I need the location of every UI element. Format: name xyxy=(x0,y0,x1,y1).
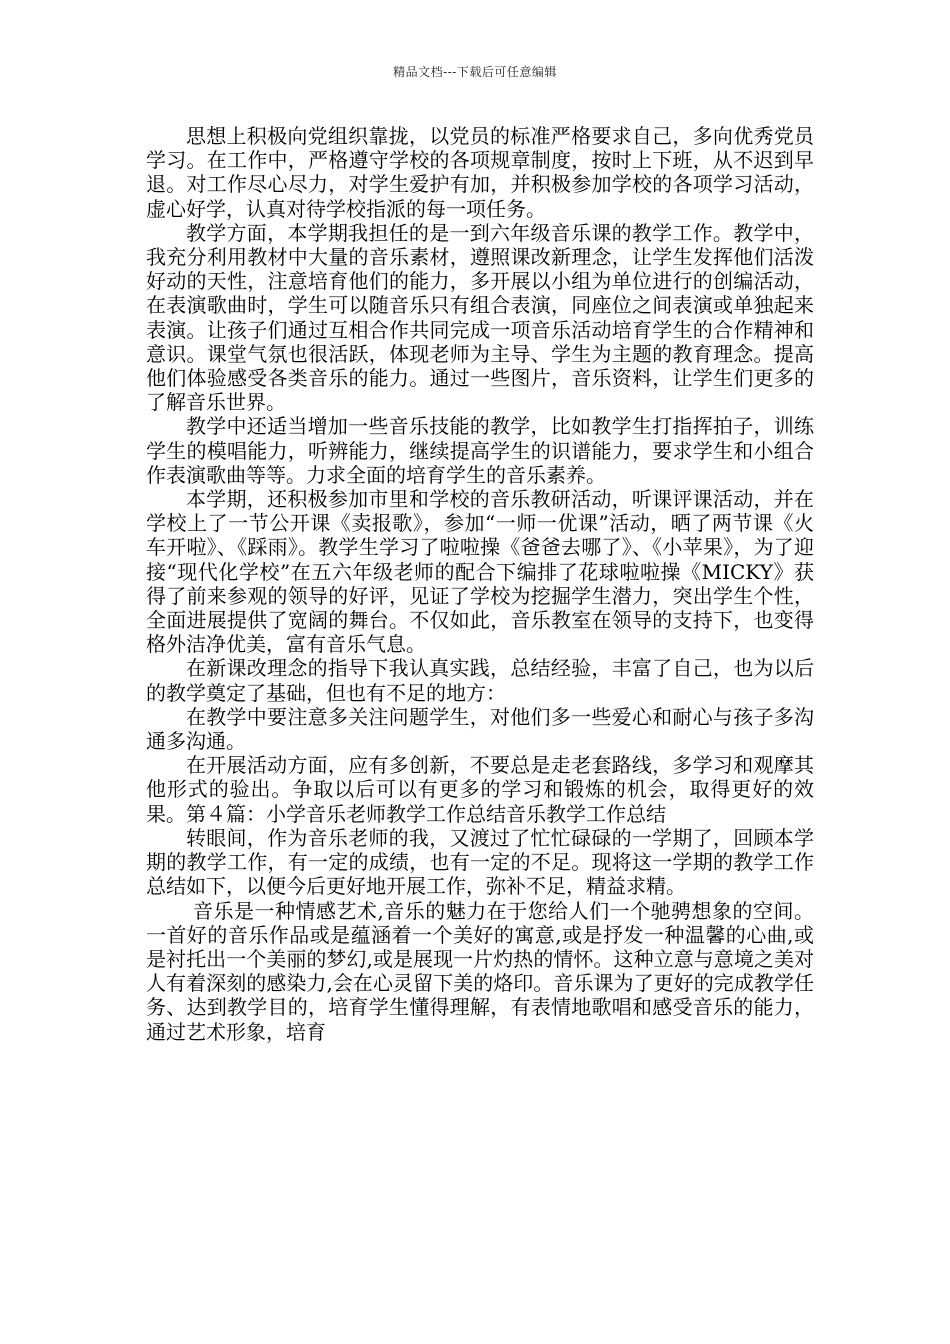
paragraph: 转眼间，作为音乐老师的我，又渡过了忙忙碌碌的一学期了，回顾本学期的教学工作，有一定的成绩，也有一定的不足。现将这一学期的教学工作总结如下，以便今后更好地开展工作，弥补不足，精益求精。 xyxy=(146,825,814,899)
document-body xyxy=(146,124,814,1044)
paragraph: 在新课改理念的指导下我认真实践，总结经验，丰富了自己，也为以后的教学奠定了基础，但也有不足的地方： xyxy=(146,656,814,705)
paragraph: 本学期，还积极参加市里和学校的音乐教研活动，听课评课活动，并在学校上了一节公开课《卖报歌》，参加“一师一优课”活动，晒了两节课《火车开啦》、《踩雨》。教学生学习了啦啦操《爸爸去哪了》、《小苹果》，为了迎接“现代化学校”在五六年级老师的配合下编排了花球啦啦操《MICKY》获得了前来参观的领导的好评，见证了学校为挖掘学生潜力，突出学生个性，全面进展提供了宽阔的舞台。不仅如此，音乐教室在领导的支持下，也变得格外洁净优美，富有音乐气息。 xyxy=(146,487,814,657)
paragraph: 在教学中要注意多关注问题学生，对他们多一些爱心和耐心与孩子多沟通多沟通。 xyxy=(146,704,814,754)
paragraph: 在开展活动方面，应有多创新，不要总是走老套路线，多学习和观摩其他形式的验出。争取以后可以有更多的学习和锻炼的机会，取得更好的效果。第４篇：小学音乐老师教学工作总结音乐教学工作总结 xyxy=(146,753,814,826)
paragraph: 教学方面，本学期我担任的是一到六年级音乐课的教学工作。教学中，我充分利用教材中大量的音乐素材，遵照课改新理念，让学生发挥他们活泼好动的天性，注意培育他们的能力，多开展以小组为单位进行的创编活动，在表演歌曲时，学生可以随音乐只有组合表演，同座位之间表演或单独起来表演。让孩子们通过互相合作共同完成一项音乐活动培育学生的合作精神和意识。课堂气氛也很活跃，体现老师为主导、学生为主题的教育理念。提高他们体验感受各类音乐的能力。通过一些图片，音乐资料，让学生们更多的了解音乐世界。 xyxy=(146,220,814,415)
paragraph: 教学中还适当增加一些音乐技能的教学，比如教学生打指挥拍子，训练学生的模唱能力，听辨能力，继续提高学生的识谱能力，要求学生和小组合作表演歌曲等等。力求全面的培育学生的音乐素养。 xyxy=(146,414,814,487)
paragraph: 音乐是一种情感艺术,音乐的魅力在于您给人们一个驰骋想象的空间。一首好的音乐作品或是蕴涵着一个美好的寓意,或是抒发一种温馨的心曲,或是衬托出一个美丽的梦幻,或是展现一片灼热的情怀。这种立意与意境之美对人有着深刻的感染力,会在心灵留下美的烙印。音乐课为了更好的完成教学任务、达到教学目的，培育学生懂得理解，有表情地歌唱和感受音乐的能力，通过艺术形象，培育 xyxy=(146,898,814,1044)
page-header: 精品文档---下载后可任意编辑 xyxy=(393,65,557,79)
paragraph: 思想上积极向党组织靠拢，以党员的标准严格要求自己，多向优秀党员学习。在工作中，严格遵守学校的各项规章制度，按时上下班，从不迟到早退。对工作尽心尽力，对学生爱护有加，并积极参加学校的各项学习活动，虚心好学，认真对待学校指派的每一项任务。 xyxy=(146,124,814,221)
